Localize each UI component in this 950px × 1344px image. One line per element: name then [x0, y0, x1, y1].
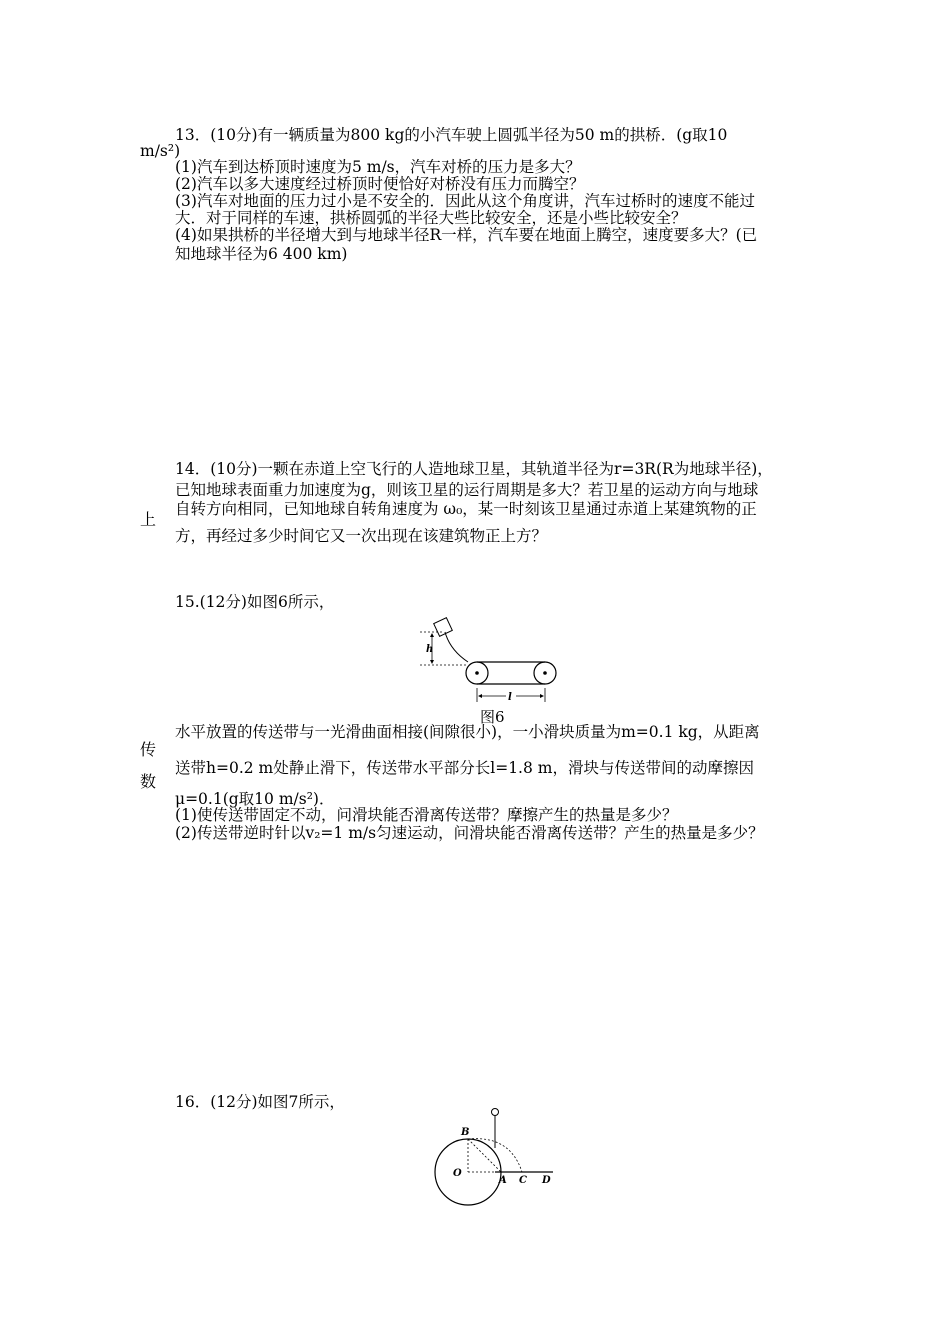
q15-line-5: (2)传送带逆时针以v₂=1 m/s匀速运动，问滑块能否滑离传送带？产生的热量是多少？: [175, 824, 764, 842]
q14-line-3: 自转方向相同，已知地球自转角速度为 ω₀，某一时刻该卫星通过赤道上某建筑物的正: [175, 500, 757, 518]
q14-line-2: 已知地球表面重力加速度为g，则该卫星的运行周期是多大？若卫星的运动方向与地球: [175, 481, 759, 499]
q15-line-4: (1)使传送带固定不动，问滑块能否滑离传送带？摩擦产生的热量是多少？: [175, 806, 678, 824]
q13-line-7: (4)如果拱桥的半径增大到与地球半径R一样，汽车要在地面上腾空，速度要多大？(已: [175, 226, 758, 244]
q14-line-4: 方，再经过多少时间它又一次出现在该建筑物正上方？: [175, 527, 548, 545]
q16-intro: 16．(12分)如图7所示，: [175, 1093, 345, 1111]
point-o-label: O: [453, 1168, 462, 1179]
q13-line-6: 大．对于同样的车速，拱桥圆弧的半径大些比较安全，还是小些比较安全？: [175, 209, 687, 227]
slider-block: [434, 618, 453, 637]
circle-figure: [425, 1100, 565, 1210]
q13-line-5: (3)汽车对地面的压力过小是不安全的．因此从这个角度讲，汽车过桥时的速度不能过: [175, 192, 755, 210]
q13-line-2: m/s²): [140, 142, 181, 160]
point-c-label: C: [519, 1175, 527, 1186]
q15-margin-char-2: 数: [140, 772, 157, 791]
length-label: l: [508, 692, 512, 703]
q15-line-3: μ=0.1(g取10 m/s²)．: [175, 790, 335, 808]
q15-intro: 15.(12分)如图6所示，: [175, 593, 335, 611]
point-d-label: D: [542, 1175, 551, 1186]
q13-line-8: 知地球半径为6 400 km): [175, 245, 348, 263]
q15-line-1: 水平放置的传送带与一光滑曲面相接(间隙很小)，一小滑块质量为m=0.1 kg，从距离: [175, 723, 760, 741]
q14-margin-char: 上: [140, 510, 157, 529]
q13-line-4: (2)汽车以多大速度经过桥顶时便恰好对桥没有压力而腾空？: [175, 175, 585, 193]
curved-surface: [445, 632, 468, 662]
q14-line-1: 14．(10分)一颗在赤道上空飞行的人造地球卫星，其轨道半径为r=3R(R为地球半径)，: [175, 460, 773, 478]
ball: [492, 1109, 499, 1116]
figure-6-caption: 图6: [480, 708, 505, 726]
point-b-label: B: [461, 1127, 470, 1138]
conveyor-belt-figure: [420, 610, 570, 705]
q15-margin-char-1: 传: [140, 740, 157, 759]
q13-line-3: (1)汽车到达桥顶时速度为5 m/s，汽车对桥的压力是多大？: [175, 158, 581, 176]
point-a-label: A: [499, 1175, 507, 1186]
q15-line-2: 送带h=0.2 m处静止滑下，传送带水平部分长l=1.8 m，滑块与传送带间的动摩擦因: [175, 759, 754, 777]
q13-line-1: 13．(10分)有一辆质量为800 kg的小汽车驶上圆弧半径为50 m的拱桥．(g取10: [175, 126, 728, 144]
height-label: h: [426, 644, 434, 655]
